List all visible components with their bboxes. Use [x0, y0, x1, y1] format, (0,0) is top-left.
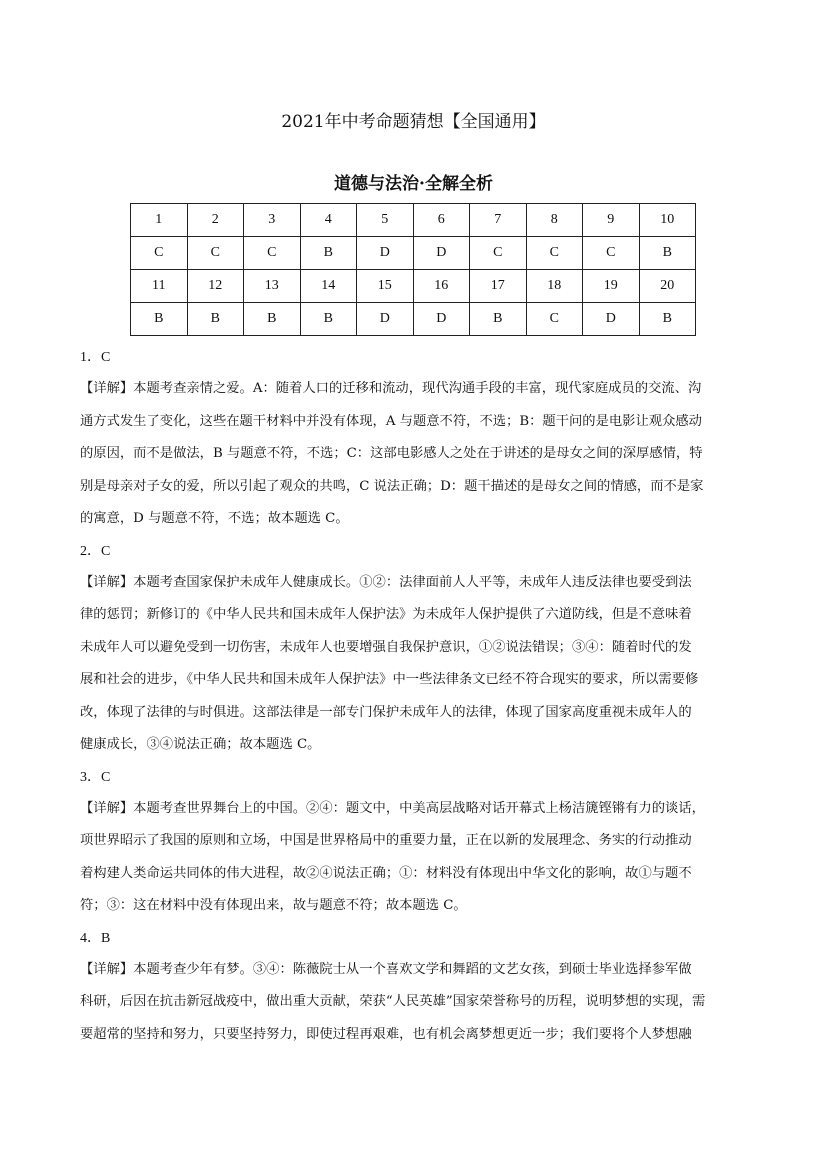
table-cell: D — [583, 303, 640, 336]
question-number: 1．C — [80, 350, 111, 365]
explanation-line: 要超常的坚持和努力，只要坚持努力，即使过程再艰难，也有机会离梦想更近一步；我们要将个人梦想融 — [80, 1026, 692, 1042]
table-cell: 8 — [526, 204, 583, 237]
table-cell: B — [470, 303, 527, 336]
explanation-line: 的寓意，D 与题意不符，不选；故本题选 C。 — [80, 511, 349, 526]
table-cell: 2 — [187, 204, 244, 237]
document-title: 2021年中考命题猜想【全国通用】 — [281, 112, 546, 132]
table-cell: 4 — [300, 204, 357, 237]
table-cell: 13 — [244, 270, 301, 303]
table-cell: 3 — [244, 204, 301, 237]
table-cell: 17 — [470, 270, 527, 303]
table-cell: 16 — [413, 270, 470, 303]
explanation-line: 健康成长，③④说法正确；故本题选 C。 — [80, 737, 321, 752]
table-cell: C — [526, 237, 583, 270]
table-cell: 6 — [413, 204, 470, 237]
explanation-line: 着构建人类命运共同体的伟大进程，故②④说法正确；①：材料没有体现出中华文化的影响，故①与题不 — [80, 865, 692, 881]
explanation-line: 展和社会的进步，《中华人民共和国未成年人保护法》中一些法律条文已经不符合现实的要求，所以需要修 — [80, 672, 699, 687]
table-cell: 5 — [357, 204, 414, 237]
table-cell: B — [639, 237, 696, 270]
explanation-line: 律的惩罚；新修订的《中华人民共和国未成年人保护法》为未成年人保护提供了六道防线，但是不意味着 — [80, 607, 692, 622]
table-cell: 19 — [583, 270, 640, 303]
table-row — [131, 237, 696, 270]
table-cell: C — [583, 237, 640, 270]
table-cell: 15 — [357, 270, 414, 303]
explanation-line: 【详解】本题考查世界舞台上的中国。②④：题文中，中美高层战略对话开幕式上杨洁篪铿锵有力的谈话， — [80, 800, 705, 816]
table-cell: 12 — [187, 270, 244, 303]
table-cell: C — [131, 237, 188, 270]
explanation-line: 改，体现了法律的与时俱进。这部法律是一部专门保护未成年人的法律，体现了国家高度重视未成年人的 — [80, 704, 692, 720]
table-cell: C — [244, 237, 301, 270]
table-cell: C — [187, 237, 244, 270]
explanation-line: 科研，后因在抗击新冠战疫中，做出重大贡献，荣获“人民英雄”国家荣誉称号的历程，说明梦想的实现，需 — [80, 994, 706, 1009]
table-cell: 1 — [131, 204, 188, 237]
explanation-line: 通方式发生了变化，这些在题干材料中并没有体现，A 与题意不符，不选；B：题干问的是电影让观众感动 — [80, 413, 702, 429]
table-cell: B — [300, 237, 357, 270]
table-row — [131, 303, 696, 336]
table-row — [131, 204, 696, 237]
question-number: 3．C — [80, 769, 111, 785]
table-cell: B — [244, 303, 301, 336]
table-cell: B — [639, 303, 696, 336]
table-row — [131, 270, 696, 303]
table-cell: D — [413, 237, 470, 270]
table-cell: C — [470, 237, 527, 270]
explanations — [80, 342, 747, 1051]
table-cell: 11 — [131, 270, 188, 303]
explanation-line: 【详解】本题考查国家保护未成年人健康成长。①②：法律面前人人平等，未成年人违反法律也要受到法 — [80, 574, 692, 590]
document-subtitle: 道德与法治·全解全析 — [334, 174, 493, 194]
explanation-line: 的原因，而不是做法，B 与题意不符，不选；C：这部电影感人之处在于讲述的是母女之间的深厚感情，特 — [80, 446, 703, 461]
question-number: 2．C — [80, 543, 111, 559]
explanation-line: 符；③：这在材料中没有体现出来，故与题意不符；故本题选 C。 — [80, 898, 467, 913]
table-cell: B — [131, 303, 188, 336]
table-cell: D — [413, 303, 470, 336]
table-cell: C — [526, 303, 583, 336]
question-number: 4．B — [80, 930, 111, 946]
explanation-line: 未成年人可以避免受到一切伤害，未成年人也要增强自我保护意识，①②说法错误；③④：随着时代的发 — [80, 639, 692, 655]
explanation-line: 项世界昭示了我国的原则和立场，中国是世界格局中的重要力量，正在以新的发展理念、务实的行动推动 — [80, 833, 692, 848]
table-cell: B — [187, 303, 244, 336]
answer-table — [130, 203, 696, 336]
table-cell: 14 — [300, 270, 357, 303]
explanation-line: 别是母亲对子女的爱，所以引起了观众的共鸣，C 说法正确；D：题干描述的是母女之间的情感，而不是家 — [80, 478, 704, 494]
table-cell: 10 — [639, 204, 696, 237]
table-cell: 20 — [639, 270, 696, 303]
explanation-line: 【详解】本题考查少年有梦。③④：陈薇院士从一个喜欢文学和舞蹈的文艺女孩，到硕士毕业选择参军做 — [80, 961, 692, 977]
table-cell: B — [300, 303, 357, 336]
table-cell: D — [357, 303, 414, 336]
table-cell: 9 — [583, 204, 640, 237]
explanation-line: 【详解】本题考查亲情之爱。A：随着人口的迁移和流动，现代沟通手段的丰富，现代家庭成员的交流、沟 — [80, 381, 702, 396]
table-cell: D — [357, 237, 414, 270]
table-cell: 18 — [526, 270, 583, 303]
table-cell: 7 — [470, 204, 527, 237]
